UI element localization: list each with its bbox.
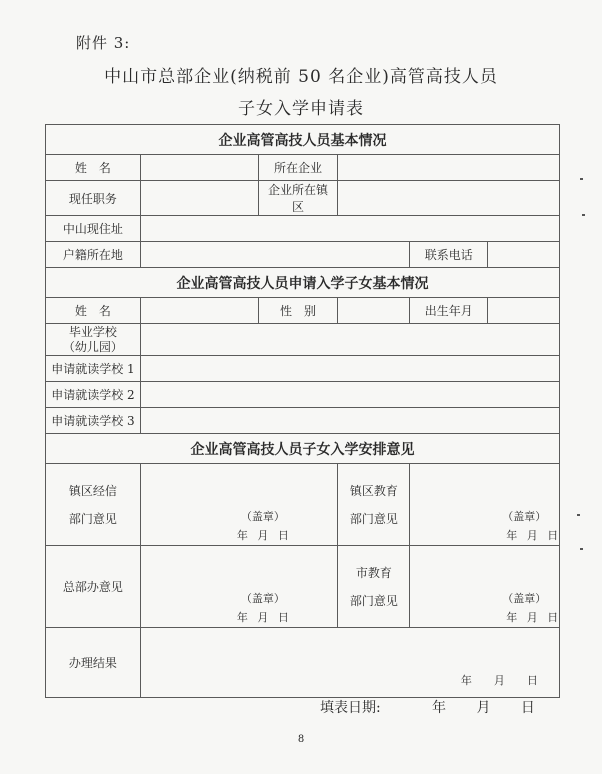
city-edu-label-line1: 市教育 (355, 565, 392, 580)
company-label: 所在企业 (258, 155, 338, 181)
company-field[interactable] (338, 155, 560, 181)
fill-date-ymd: 年 月 日 (432, 700, 535, 716)
town-econ-label (46, 464, 141, 546)
town-edu-opinion[interactable] (410, 464, 560, 546)
position-label: 现任职务 (46, 181, 141, 216)
city-edu-opinion[interactable] (410, 546, 560, 628)
town-econ-label-line2: 部门意见 (68, 511, 117, 526)
hq-office-date: 年 月 日 (236, 611, 289, 624)
page-number: 8 (297, 734, 305, 745)
section3-title: 企业高管高技人员子女入学安排意见 (46, 434, 560, 464)
school3-field[interactable] (140, 408, 559, 434)
scan-speck (580, 178, 583, 180)
form-title-line2: 子女入学申请表 (238, 99, 364, 119)
address-field[interactable] (140, 216, 559, 242)
city-edu-stamp: （盖章） (502, 592, 547, 605)
scan-speck (577, 514, 580, 516)
town-edu-label-line1: 镇区教育 (349, 483, 398, 498)
application-form-table (45, 124, 560, 698)
school2-field[interactable] (140, 382, 559, 408)
position-field[interactable] (140, 181, 258, 216)
town-edu-label (338, 464, 410, 546)
city-edu-date: 年 月 日 (506, 611, 559, 624)
child-name-field[interactable] (140, 298, 258, 324)
town-econ-date: 年 月 日 (236, 529, 289, 542)
hukou-label: 户籍所在地 (46, 242, 141, 268)
school1-field[interactable] (140, 356, 559, 382)
grad-school-field[interactable] (140, 324, 559, 356)
town-edu-date: 年 月 日 (506, 529, 559, 542)
section1-title: 企业高管高技人员基本情况 (46, 125, 560, 155)
phone-label: 联系电话 (410, 242, 488, 268)
birth-field[interactable] (488, 298, 560, 324)
grad-school-label-line1: 毕业学校 (68, 324, 117, 339)
birth-label: 出生年月 (410, 298, 488, 324)
city-edu-label-line2: 部门意见 (349, 593, 398, 608)
parent-name-field[interactable] (140, 155, 258, 181)
result-label: 办理结果 (46, 628, 141, 698)
company-town-field[interactable] (338, 181, 560, 216)
form-title-line1: 中山市总部企业(纳税前 50 名企业)高管高技人员 (104, 67, 498, 87)
fill-date-label: 填表日期: (320, 700, 381, 716)
town-econ-opinion[interactable] (140, 464, 338, 546)
attachment-label: 附件 3: (76, 34, 131, 52)
hq-office-opinion[interactable] (140, 546, 338, 628)
city-edu-label (338, 546, 410, 628)
grad-school-label-line2: （幼儿园） (62, 339, 123, 354)
hq-office-label: 总部办意见 (46, 546, 141, 628)
hq-office-stamp: （盖章） (240, 592, 285, 605)
grad-school-label (46, 324, 141, 356)
school1-label: 申请就读学校 1 (46, 356, 141, 382)
child-name-label: 姓 名 (46, 298, 141, 324)
company-town-label: 企业所在镇区 (258, 181, 338, 216)
section2-title: 企业高管高技人员申请入学子女基本情况 (46, 268, 560, 298)
hukou-field[interactable] (140, 242, 409, 268)
town-edu-label-line2: 部门意见 (349, 511, 398, 526)
parent-name-label: 姓 名 (46, 155, 141, 181)
town-edu-stamp: （盖章） (502, 510, 547, 523)
school3-label: 申请就读学校 3 (46, 408, 141, 434)
scan-speck (580, 548, 583, 550)
school2-label: 申请就读学校 2 (46, 382, 141, 408)
gender-field[interactable] (338, 298, 410, 324)
phone-field[interactable] (488, 242, 560, 268)
gender-label: 性 别 (258, 298, 338, 324)
address-label: 中山现住址 (46, 216, 141, 242)
result-date: 年 月 日 (460, 674, 538, 687)
town-econ-label-line1: 镇区经信 (68, 483, 117, 498)
scan-speck (582, 214, 585, 216)
town-econ-stamp: （盖章） (240, 510, 285, 523)
result-field[interactable] (140, 628, 559, 698)
